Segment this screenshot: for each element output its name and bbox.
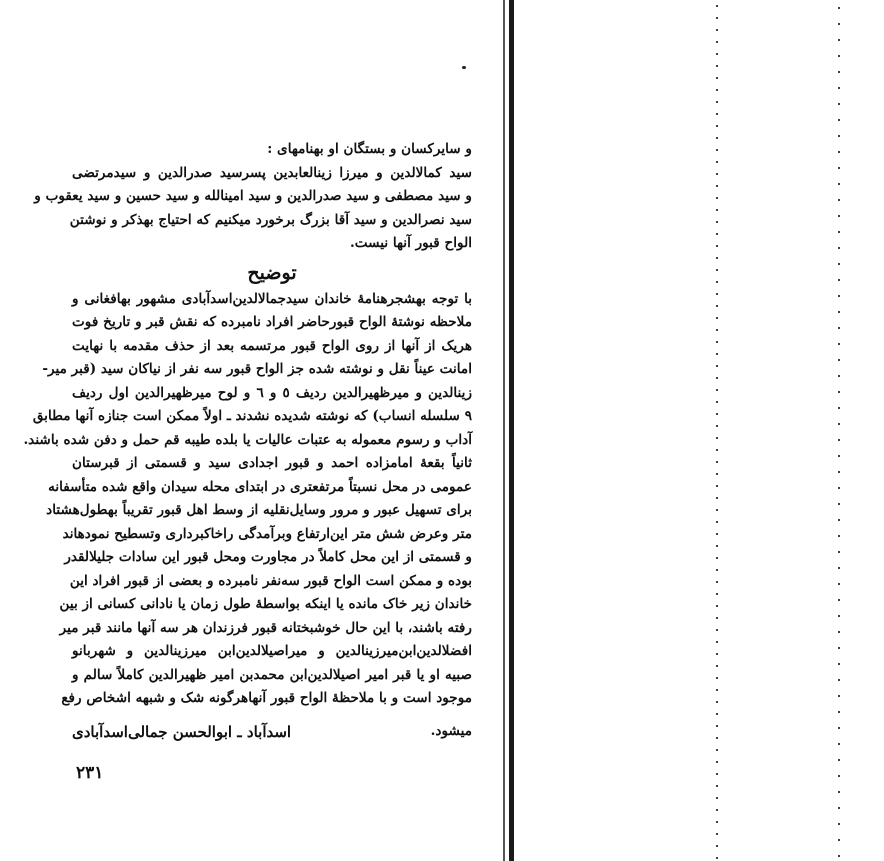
scan-noise-dotted-line-right	[838, 0, 840, 861]
text-line: الواح قبور آنها نیست.	[350, 235, 472, 251]
text-line: زینالدین و میرظهیرالدین ردیف ٥ و ٦ و لوح میرظهیرالدین اول ردیف	[72, 384, 473, 401]
closing-word: میشود.	[430, 723, 472, 739]
text-line: آداب و رسوم معموله به عتبات عالیات یا بلده طیبه قم حمل و دفن شده باشند.	[23, 431, 472, 448]
scan-noise-dotted-line	[716, 0, 718, 861]
text-line: موجود است و با ملاحظهٔ الواح قبور آنهاهرگونه شک و شبهه اشخاص رفع	[61, 690, 472, 706]
text-line: رفته باشند، با این حال خوشبختانه قبور فرزندان هر سه آنها مانند قبر میر	[59, 619, 472, 636]
text-line: عمومی در محل نسبتاً مرتفعتری در ابتدای محله سیدان واقع شده متأسفانه	[48, 478, 472, 495]
text-line: بوده و ممکن است الواح قبور سه‌نفر نامبرده و بعضی از قبور افراد این	[69, 572, 472, 589]
text-line: خاندان زیر خاک مانده یا اینکه بواسطهٔ طول زمان یا نادانی کسانی از بین	[59, 596, 472, 612]
text-line: سید کمالالدین و میرزا زینالعابدین پسرسید صدرالدین و سیدمرتضی	[72, 164, 472, 181]
text-line: و قسمتی از این محل کاملاً در مجاورت ومحل قبور این سادات جلیلالقدر	[64, 549, 472, 565]
text-line: ٩ سلسله انساب) که نوشته شدیده نشدند ـ اولاً ممکن است جنازه آنها مطابق	[32, 408, 472, 424]
section-heading: توضیح	[247, 261, 297, 284]
text-line: و سید مصطفی و سید صدرالدین و سید امینالله و سید حسین و سید یعقوب و	[34, 188, 472, 204]
text-line: ثانیاً بقعهٔ امامزاده احمد و قبور اجدادی سید و قسمتی از قبرستان	[72, 455, 472, 471]
text-line: صبیه او یا قبر امیر اصیلالدین‌ابن محمدبن امیر ظهیرالدین کاملاً سالم و	[72, 666, 472, 683]
scan-speck	[462, 66, 466, 69]
author-signature: اسدآباد ـ ابوالحسن جمالی‌اسدآبادی	[72, 723, 292, 741]
text-line: امانت عیناً نقل و نوشته شده جز الواح قبور سه نفر از نیاکان سید (قبر میر-	[42, 361, 472, 377]
text-line: برای تسهیل عبور و مرور وسایل‌نقلیه از وسط اهل قبور تقریباً بهطول‌هشتاد	[46, 502, 472, 518]
page-number: ٢٣١	[76, 763, 104, 783]
signature-line	[72, 723, 472, 747]
text-line: و سایرکسان و بستگان او بهنامهای :	[267, 141, 472, 157]
body-text	[23, 138, 473, 711]
text-line: افضلالدین‌ابن‌میرزینالدین و میراصیلالدین‌ابن میرزینالدین و شهربانو	[72, 643, 472, 659]
text-line: با توجه بهشجرهنامهٔ خاندان سیدجمالالدین‌اسدآبادی مشهور بهافغانی و	[72, 290, 472, 307]
page-edge-shadow	[503, 0, 505, 861]
page-edge	[509, 0, 514, 861]
text-line: متر وعرض شش متر این‌ارتفاع وبرآمدگی راخاکبرداری وتسطیح نمودهاند	[62, 525, 472, 542]
text-line: هریک از آنها از روی الواح قبور مرتسمه بعد از حذف مقدمه با نهایت	[72, 337, 472, 354]
text-line: سید نصرالدین و سید آقا بزرگ برخورد میکنیم که احتیاج بهذکر و نوشتن	[69, 211, 472, 228]
text-line: ملاحظه نوشتهٔ الواح قبورحاضر افراد نامبرده که نقش قبر و تاریخ فوت	[72, 314, 472, 330]
